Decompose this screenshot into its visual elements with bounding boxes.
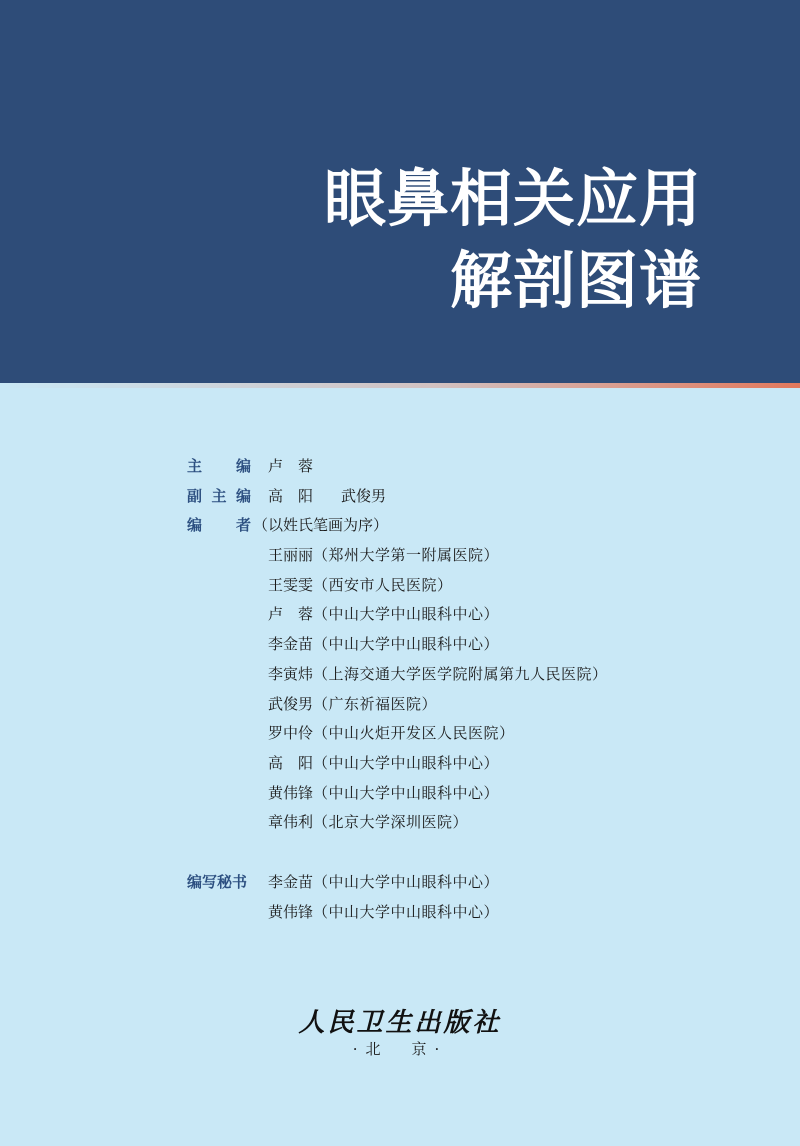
editor-name: 王丽丽 [268,546,314,565]
label-char: 编 [235,486,251,505]
editor-item [187,780,747,810]
editors-row [187,512,747,542]
editor-item [187,809,747,839]
editor-name: 卢 蓉 [268,605,314,624]
publisher-name: 人民卫生出版社 [298,1008,502,1038]
label-char: 主 [211,486,227,505]
editor-affiliation: （郑州大学第一附属医院） [313,546,500,565]
editor-affiliation: （中山大学中山眼科中心） [313,753,500,772]
editor-item [187,720,747,750]
accent-stripe [0,383,800,388]
editor-item [187,601,747,631]
editor-name: 黄伟锋 [268,783,314,802]
editor-affiliation: （中山火炬开发区人民医院） [313,724,515,743]
editor-affiliation: （西安市人民医院） [313,575,453,594]
chief-editor-label [187,453,251,479]
editor-affiliation: （中山大学中山眼科中心） [313,635,500,654]
editors-order-note: （以姓氏笔画为序） [253,516,389,535]
section-gap [187,839,747,869]
editor-item [187,691,747,721]
editor-item [187,750,747,780]
secretary-affiliation: （中山大学中山眼科中心） [313,902,500,921]
editor-item [187,572,747,602]
label-char: 者 [235,516,251,535]
editors-label [187,512,251,538]
editor-affiliation: （中山大学中山眼科中心） [313,605,500,624]
editor-name: 高 阳 [268,753,314,772]
deputy-editor-names [268,483,386,509]
deputy-editor-name: 武俊男 [341,486,387,505]
editor-item [187,542,747,572]
secretary-name: 李金苗 [268,872,314,891]
editor-affiliation: （北京大学深圳医院） [313,813,469,832]
editor-name: 章伟利 [268,813,314,832]
editor-name: 李寅炜 [268,664,314,683]
deputy-editors-label [187,483,251,509]
deputy-editor-name: 高 阳 [268,486,314,505]
label-char: 副 [187,486,203,505]
secretary-row [187,899,747,929]
editor-name: 李金苗 [268,635,314,654]
credits-block [187,453,747,928]
editor-affiliation: （中山大学中山眼科中心） [313,783,500,802]
label-char: 主 [187,457,203,475]
publisher-city: ·北 京· [352,1040,448,1058]
label-char: 编 [235,457,251,475]
secretary-row [187,869,747,899]
editor-name: 武俊男 [268,694,314,713]
chief-editor-name: 卢 蓉 [268,457,314,475]
chief-editor-row [187,453,747,483]
label-char: 编 [187,516,203,535]
deputy-editors-row [187,483,747,513]
editor-item [187,631,747,661]
book-title-line2: 解剖图谱 [449,244,702,317]
editor-affiliation: （广东祈福医院） [313,694,438,713]
secretary-affiliation: （中山大学中山眼科中心） [313,872,500,891]
editor-affiliation: （上海交通大学医学院附属第九人民医院） [313,664,608,683]
secretary-name: 黄伟锋 [268,902,314,921]
secretaries-label: 编写秘书 [187,872,248,891]
book-title-line1: 眼鼻相关应用 [323,162,702,235]
editor-item [187,661,747,691]
editor-name: 罗中伶 [268,724,314,743]
editor-name: 王雯雯 [268,575,314,594]
